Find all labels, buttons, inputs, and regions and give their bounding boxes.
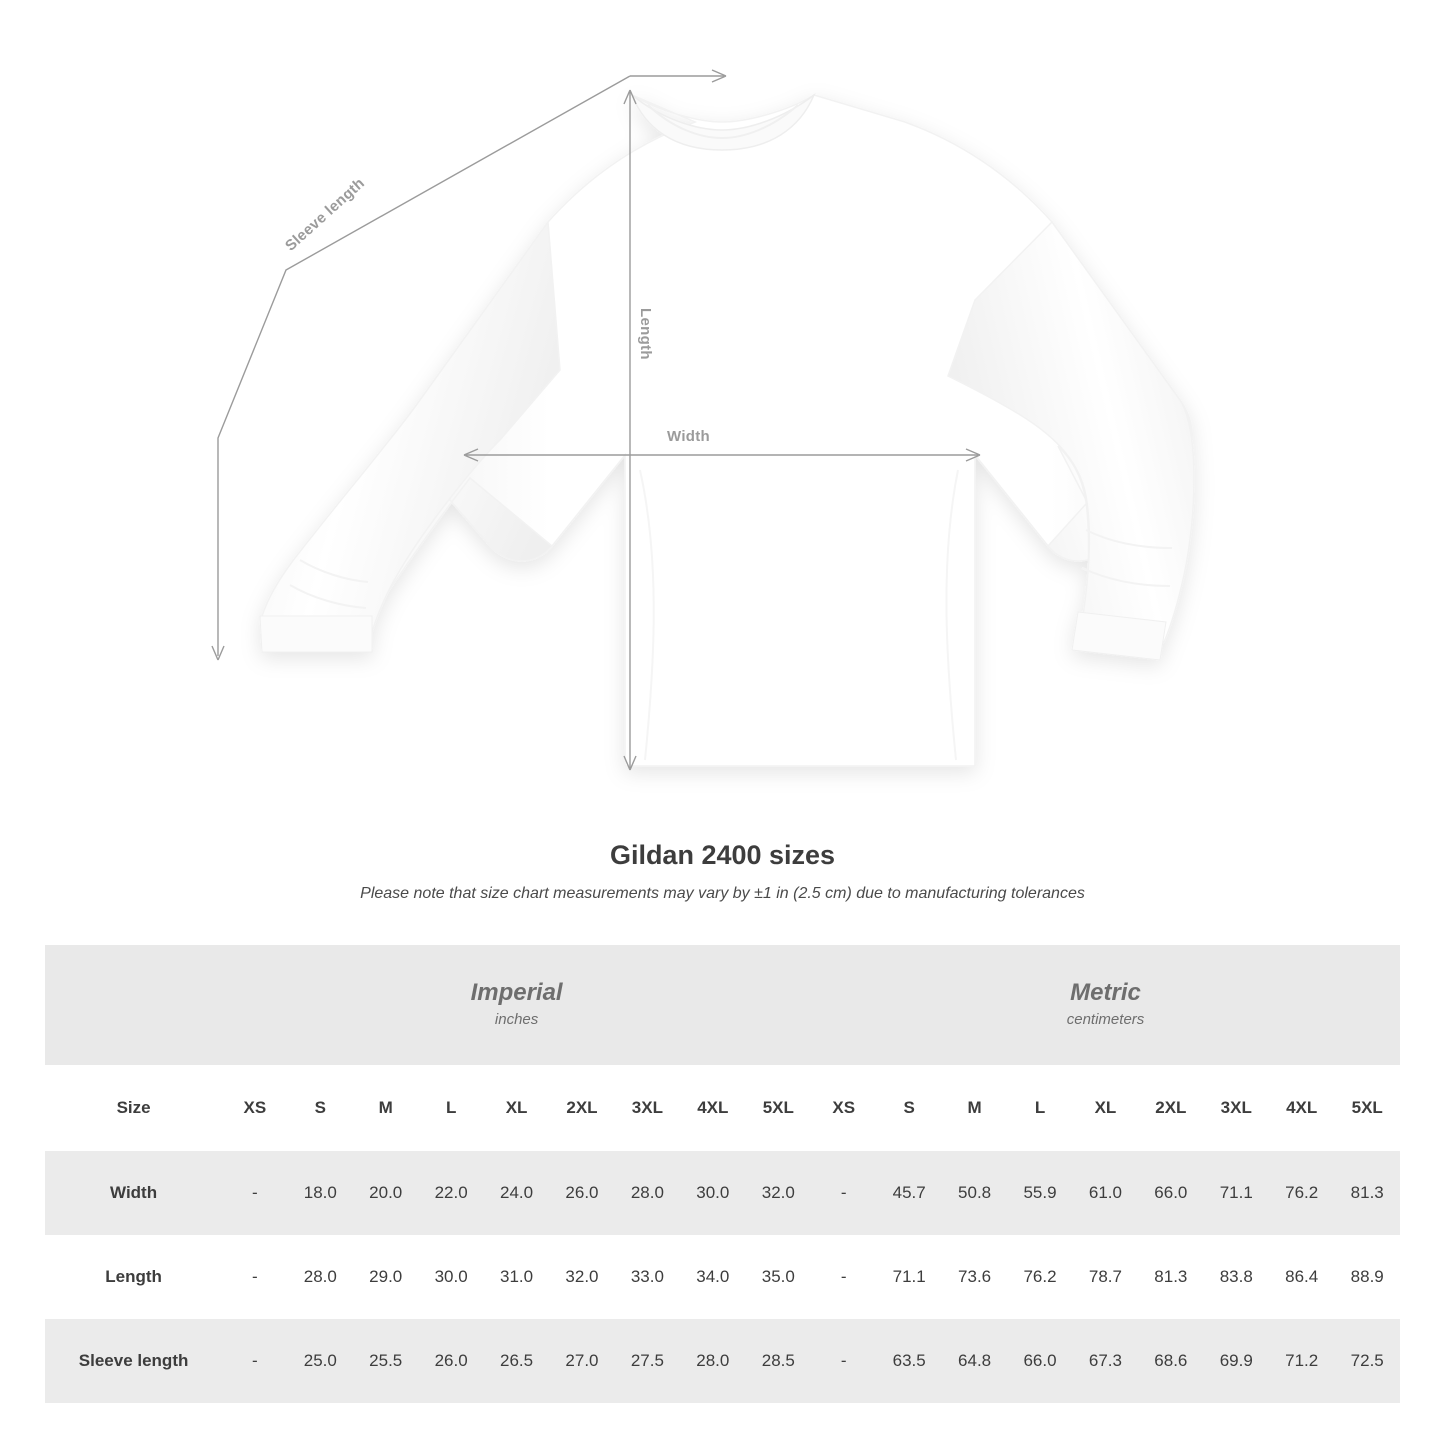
cell-sleeve-met-5xl: 72.5	[1334, 1319, 1400, 1403]
cell-sleeve-met-2xl: 68.6	[1138, 1319, 1203, 1403]
cell-length-imp-s: 28.0	[288, 1235, 353, 1319]
cell-sleeve-imp-3xl: 27.5	[615, 1319, 680, 1403]
cell-sleeve-met-l: 66.0	[1007, 1319, 1072, 1403]
cell-length-imp-xl: 31.0	[484, 1235, 549, 1319]
cell-sleeve-met-s: 63.5	[876, 1319, 941, 1403]
header-imp-5xl: 5XL	[746, 1065, 812, 1151]
cell-length-imp-3xl: 33.0	[615, 1235, 680, 1319]
cell-width-imp-s: 18.0	[288, 1151, 353, 1235]
header-met-2xl: 2XL	[1138, 1065, 1203, 1151]
header-imp-3xl: 3XL	[615, 1065, 680, 1151]
cell-length-imp-2xl: 32.0	[549, 1235, 614, 1319]
cell-sleeve-met-4xl: 71.2	[1269, 1319, 1334, 1403]
cell-sleeve-imp-xs: -	[222, 1319, 287, 1403]
length-label: Length	[637, 308, 654, 360]
cell-sleeve-met-xl: 67.3	[1073, 1319, 1138, 1403]
row-label-length: Length	[45, 1235, 222, 1319]
header-met-3xl: 3XL	[1204, 1065, 1269, 1151]
header-met-s: S	[876, 1065, 941, 1151]
header-met-xs: XS	[811, 1065, 876, 1151]
cell-length-met-2xl: 81.3	[1138, 1235, 1203, 1319]
cell-length-met-4xl: 86.4	[1269, 1235, 1334, 1319]
header-imp-m: M	[353, 1065, 418, 1151]
cell-sleeve-imp-4xl: 28.0	[680, 1319, 745, 1403]
cell-width-imp-4xl: 30.0	[680, 1151, 745, 1235]
row-label-width: Width	[45, 1151, 222, 1235]
unit-header-imperial	[222, 945, 811, 1065]
cell-width-imp-3xl: 28.0	[615, 1151, 680, 1235]
cell-length-imp-xs: -	[222, 1235, 287, 1319]
table-row	[45, 1319, 1400, 1403]
unit-header-empty	[45, 945, 222, 1065]
cell-length-imp-l: 30.0	[418, 1235, 483, 1319]
cell-length-met-xl: 78.7	[1073, 1235, 1138, 1319]
width-label: Width	[667, 428, 711, 445]
cell-width-met-s: 45.7	[876, 1151, 941, 1235]
unit-name-imperial: Imperial	[470, 979, 563, 1006]
header-imp-xs: XS	[222, 1065, 287, 1151]
size-header-row	[45, 1065, 1400, 1151]
title-block	[0, 840, 1445, 903]
cell-width-imp-xs: -	[222, 1151, 287, 1235]
cell-width-met-2xl: 66.0	[1138, 1151, 1203, 1235]
unit-header-row	[45, 945, 1400, 1065]
tolerance-note: Please note that size chart measurements may vary by ±1 in (2.5 cm) due to manufacturing tolerances	[360, 885, 1085, 902]
cell-sleeve-imp-m: 25.5	[353, 1319, 418, 1403]
cell-width-imp-2xl: 26.0	[549, 1151, 614, 1235]
cell-length-imp-m: 29.0	[353, 1235, 418, 1319]
unit-name-metric: Metric	[1070, 979, 1141, 1006]
cell-sleeve-imp-2xl: 27.0	[549, 1319, 614, 1403]
cell-sleeve-imp-s: 25.0	[288, 1319, 353, 1403]
header-imp-l: L	[418, 1065, 483, 1151]
cell-width-met-xl: 61.0	[1073, 1151, 1138, 1235]
size-chart-table	[45, 945, 1400, 1403]
header-imp-s: S	[288, 1065, 353, 1151]
header-imp-4xl: 4XL	[680, 1065, 745, 1151]
cell-sleeve-met-xs: -	[811, 1319, 876, 1403]
size-chart-table-wrap	[45, 945, 1400, 1403]
cell-sleeve-imp-l: 26.0	[418, 1319, 483, 1403]
header-met-l: L	[1007, 1065, 1072, 1151]
cell-length-met-5xl: 88.9	[1334, 1235, 1400, 1319]
header-imp-xl: XL	[484, 1065, 549, 1151]
header-met-5xl: 5XL	[1334, 1065, 1400, 1151]
unit-sub-metric: centimeters	[1066, 1011, 1145, 1028]
cell-sleeve-met-3xl: 69.9	[1204, 1319, 1269, 1403]
unit-sub-imperial: inches	[494, 1011, 539, 1028]
cell-length-imp-4xl: 34.0	[680, 1235, 745, 1319]
cell-length-met-xs: -	[811, 1235, 876, 1319]
cell-length-met-3xl: 83.8	[1204, 1235, 1269, 1319]
header-met-4xl: 4XL	[1269, 1065, 1334, 1151]
header-imp-2xl: 2XL	[549, 1065, 614, 1151]
cell-length-imp-5xl: 35.0	[746, 1235, 812, 1319]
cell-width-met-l: 55.9	[1007, 1151, 1072, 1235]
cell-width-imp-xl: 24.0	[484, 1151, 549, 1235]
row-label-sleeve-length: Sleeve length	[45, 1319, 222, 1403]
cell-width-met-4xl: 76.2	[1269, 1151, 1334, 1235]
cell-sleeve-imp-5xl: 28.5	[746, 1319, 812, 1403]
sleeve-length-label: Sleeve length	[282, 174, 369, 255]
cell-width-imp-l: 22.0	[418, 1151, 483, 1235]
cell-width-met-5xl: 81.3	[1334, 1151, 1400, 1235]
cell-width-met-m: 50.8	[942, 1151, 1007, 1235]
header-met-m: M	[942, 1065, 1007, 1151]
cell-width-met-3xl: 71.1	[1204, 1151, 1269, 1235]
table-row	[45, 1235, 1400, 1319]
cell-length-met-s: 71.1	[876, 1235, 941, 1319]
tshirt-shape	[260, 95, 1194, 766]
cell-width-imp-m: 20.0	[353, 1151, 418, 1235]
cell-width-met-xs: -	[811, 1151, 876, 1235]
header-size: Size	[45, 1065, 222, 1151]
cell-length-met-m: 73.6	[942, 1235, 1007, 1319]
table-row	[45, 1151, 1400, 1235]
cell-length-met-l: 76.2	[1007, 1235, 1072, 1319]
cell-width-imp-5xl: 32.0	[746, 1151, 812, 1235]
unit-header-metric	[811, 945, 1400, 1065]
cell-sleeve-imp-xl: 26.5	[484, 1319, 549, 1403]
header-met-xl: XL	[1073, 1065, 1138, 1151]
page-title: Gildan 2400 sizes	[609, 840, 836, 870]
cell-sleeve-met-m: 64.8	[942, 1319, 1007, 1403]
